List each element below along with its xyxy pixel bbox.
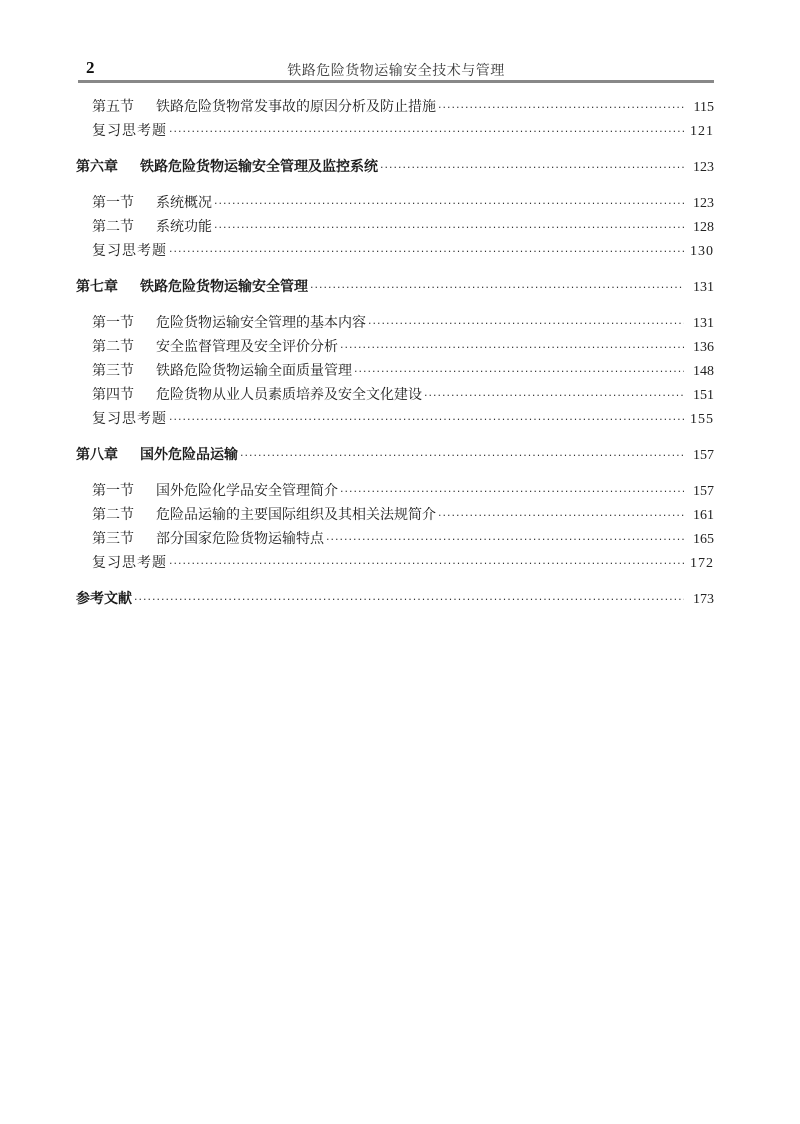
toc-entry-section[interactable] bbox=[76, 504, 714, 526]
leader-dots bbox=[132, 589, 684, 611]
page-ref: 148 bbox=[693, 364, 714, 379]
leader-dots bbox=[167, 241, 684, 263]
entry-title: 铁路危险货物运输全面质量管理 bbox=[156, 363, 352, 379]
leader-dots bbox=[436, 97, 684, 119]
page-header bbox=[78, 54, 714, 82]
entry-title: 系统概况 bbox=[156, 195, 212, 211]
entry-title: 铁路危险货物运输安全管理 bbox=[140, 279, 308, 295]
entry-title: 国外危险品运输 bbox=[140, 447, 238, 463]
leader-dots bbox=[378, 157, 684, 179]
chapter-number: 第八章 bbox=[76, 447, 118, 463]
entry-title: 国外危险化学品安全管理简介 bbox=[156, 483, 338, 499]
toc-entry-section[interactable] bbox=[76, 360, 714, 382]
toc-entry-section[interactable] bbox=[76, 216, 714, 238]
section-number: 第五节 bbox=[92, 99, 134, 115]
entry-title: 复习思考题 bbox=[92, 411, 167, 427]
entry-title: 铁路危险货物常发事故的原因分析及防止措施 bbox=[156, 99, 436, 115]
page-ref: 173 bbox=[693, 592, 714, 607]
toc-entry-chapter[interactable] bbox=[76, 444, 714, 466]
leader-dots bbox=[308, 277, 684, 299]
leader-dots bbox=[436, 505, 684, 527]
page-ref: 130 bbox=[690, 244, 714, 259]
entry-title: 铁路危险货物运输安全管理及监控系统 bbox=[140, 159, 378, 175]
toc-entry-references[interactable] bbox=[76, 588, 714, 610]
entry-title: 危险货物从业人员素质培养及安全文化建设 bbox=[156, 387, 422, 403]
entry-title: 安全监督管理及安全评价分析 bbox=[156, 339, 338, 355]
entry-title: 复习思考题 bbox=[92, 123, 167, 139]
leader-dots bbox=[422, 385, 684, 407]
section-number: 第四节 bbox=[92, 387, 134, 403]
page-ref: 161 bbox=[693, 508, 714, 523]
section-number: 第一节 bbox=[92, 195, 134, 211]
page-ref: 128 bbox=[693, 220, 714, 235]
header-rule bbox=[78, 80, 714, 83]
section-number: 第二节 bbox=[92, 507, 134, 523]
page-ref: 172 bbox=[690, 556, 714, 571]
entry-title: 危险品运输的主要国际组织及其相关法规简介 bbox=[156, 507, 436, 523]
entry-title: 危险货物运输安全管理的基本内容 bbox=[156, 315, 366, 331]
toc-entry-review[interactable] bbox=[76, 552, 714, 574]
page-ref: 131 bbox=[693, 280, 714, 295]
section-number: 第一节 bbox=[92, 483, 134, 499]
toc-entry-section[interactable] bbox=[76, 528, 714, 550]
toc-entry-chapter[interactable] bbox=[76, 276, 714, 298]
leader-dots bbox=[167, 409, 684, 431]
leader-dots bbox=[324, 529, 684, 551]
leader-dots bbox=[212, 193, 684, 215]
toc-entry-review[interactable] bbox=[76, 240, 714, 262]
leader-dots bbox=[366, 313, 684, 335]
leader-dots bbox=[338, 337, 684, 359]
page-ref: 157 bbox=[693, 448, 714, 463]
leader-dots bbox=[212, 217, 684, 239]
page-ref: 123 bbox=[693, 196, 714, 211]
page-ref: 151 bbox=[693, 388, 714, 403]
toc-entry-section[interactable] bbox=[76, 192, 714, 214]
toc-entry-section[interactable] bbox=[76, 384, 714, 406]
page-ref: 165 bbox=[693, 532, 714, 547]
leader-dots bbox=[338, 481, 684, 503]
page-ref: 123 bbox=[693, 160, 714, 175]
leader-dots bbox=[238, 445, 684, 467]
toc-entry-section[interactable] bbox=[76, 480, 714, 502]
chapter-number: 第七章 bbox=[76, 279, 118, 295]
leader-dots bbox=[167, 553, 684, 575]
entry-title: 系统功能 bbox=[156, 219, 212, 235]
page-ref: 157 bbox=[693, 484, 714, 499]
leader-dots bbox=[352, 361, 684, 383]
section-number: 第三节 bbox=[92, 531, 134, 547]
toc-entry-section[interactable] bbox=[76, 312, 714, 334]
toc-entry-chapter[interactable] bbox=[76, 156, 714, 178]
page-number: 2 bbox=[86, 58, 95, 77]
toc-entry-review[interactable] bbox=[76, 120, 714, 142]
entry-title: 复习思考题 bbox=[92, 243, 167, 259]
leader-dots bbox=[167, 121, 684, 143]
section-number: 第三节 bbox=[92, 363, 134, 379]
page-ref: 155 bbox=[690, 412, 714, 427]
toc-entry-review[interactable] bbox=[76, 408, 714, 430]
page-ref: 115 bbox=[693, 100, 714, 115]
page-ref: 131 bbox=[693, 316, 714, 331]
entry-title: 复习思考题 bbox=[92, 555, 167, 571]
page-ref: 136 bbox=[693, 340, 714, 355]
running-title: 铁路危险货物运输安全技术与管理 bbox=[287, 63, 505, 79]
toc-entry-section[interactable] bbox=[76, 96, 714, 118]
entry-title: 部分国家危险货物运输特点 bbox=[156, 531, 324, 547]
entry-title: 参考文献 bbox=[76, 591, 132, 607]
page-ref: 121 bbox=[690, 124, 714, 139]
section-number: 第一节 bbox=[92, 315, 134, 331]
section-number: 第二节 bbox=[92, 219, 134, 235]
toc-entry-section[interactable] bbox=[76, 336, 714, 358]
section-number: 第二节 bbox=[92, 339, 134, 355]
chapter-number: 第六章 bbox=[76, 159, 118, 175]
